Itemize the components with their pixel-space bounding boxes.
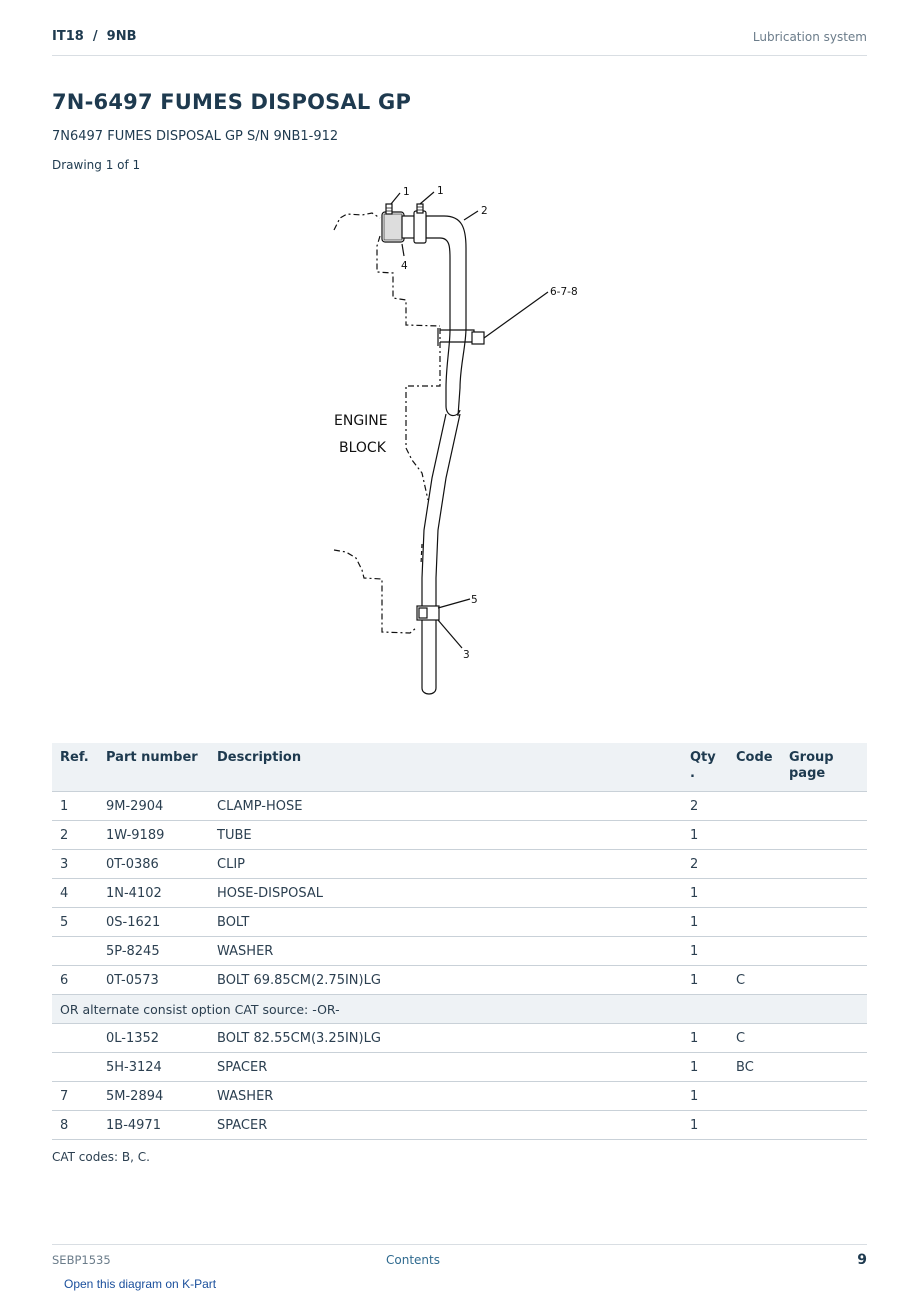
cell-qty: 1 xyxy=(682,821,728,850)
cell-description: BOLT 82.55CM(3.25IN)LG xyxy=(209,1024,682,1053)
callout-5: 5 xyxy=(471,594,478,606)
engine-outline-mid xyxy=(406,328,440,500)
contents-link[interactable]: Contents xyxy=(386,1253,440,1267)
cell-code: C xyxy=(728,1024,781,1053)
cell-ref xyxy=(52,1024,98,1053)
table-row xyxy=(52,792,867,821)
cell-description: BOLT 69.85CM(2.75IN)LG xyxy=(209,966,682,995)
cell-part-number: 0S-1621 xyxy=(98,908,209,937)
table-row xyxy=(52,1082,867,1111)
engine-outline-upper xyxy=(377,236,440,326)
cell-code xyxy=(728,821,781,850)
cell-description: BOLT xyxy=(209,908,682,937)
cell-qty: 1 xyxy=(682,1111,728,1140)
cell-description: CLIP xyxy=(209,850,682,879)
cell-ref: 3 xyxy=(52,850,98,879)
cell-group-page xyxy=(781,821,867,850)
cell-code: BC xyxy=(728,1053,781,1082)
cell-group-page xyxy=(781,937,867,966)
col-header-group-page: Group page xyxy=(781,743,867,792)
cell-group-page xyxy=(781,1053,867,1082)
callout-4: 4 xyxy=(401,260,408,272)
cell-description: TUBE xyxy=(209,821,682,850)
cell-part-number: 0T-0386 xyxy=(98,850,209,879)
table-row xyxy=(52,850,867,879)
cell-group-page xyxy=(781,966,867,995)
col-header-part-number: Part number xyxy=(98,743,209,792)
cell-ref: 7 xyxy=(52,1082,98,1111)
cell-ref xyxy=(52,1053,98,1082)
cell-part-number: 0T-0573 xyxy=(98,966,209,995)
cell-part-number: 1B-4971 xyxy=(98,1111,209,1140)
cell-part-number: 5P-8245 xyxy=(98,937,209,966)
cell-code xyxy=(728,850,781,879)
page-subtitle: 7N6497 FUMES DISPOSAL GP S/N 9NB1-912 xyxy=(52,129,339,144)
cell-group-page xyxy=(781,1082,867,1111)
clamp-hose-part xyxy=(414,211,426,243)
cell-code xyxy=(728,879,781,908)
cell-part-number: 0L-1352 xyxy=(98,1024,209,1053)
alternate-option-row xyxy=(52,995,867,1024)
open-in-kpart-link[interactable]: Open this diagram on K-Part xyxy=(64,1277,217,1291)
drawing-count: Drawing 1 of 1 xyxy=(52,158,141,172)
bolt-6-7-8-part xyxy=(472,332,484,344)
page-number: 9 xyxy=(857,1252,867,1268)
cell-qty: 1 xyxy=(682,1082,728,1111)
table-row xyxy=(52,879,867,908)
callout-6-7-8: 6-7-8 xyxy=(550,286,578,298)
table-row xyxy=(52,966,867,995)
engine-label-line2: BLOCK xyxy=(339,440,386,456)
engine-outline-bottom xyxy=(334,550,416,633)
callout-2: 2 xyxy=(481,205,488,217)
document-id: SEBP1535 xyxy=(52,1253,111,1267)
cell-qty: 1 xyxy=(682,908,728,937)
cell-description: SPACER xyxy=(209,1053,682,1082)
cell-ref: 2 xyxy=(52,821,98,850)
cell-part-number: 1W-9189 xyxy=(98,821,209,850)
cell-qty: 2 xyxy=(682,792,728,821)
table-row xyxy=(52,908,867,937)
cell-group-page xyxy=(781,908,867,937)
cell-qty: 2 xyxy=(682,850,728,879)
cell-ref: 4 xyxy=(52,879,98,908)
diagram-drawing xyxy=(300,178,620,708)
cell-group-page xyxy=(781,850,867,879)
cell-part-number: 9M-2904 xyxy=(98,792,209,821)
table-row xyxy=(52,1111,867,1140)
table-row xyxy=(52,821,867,850)
alternate-option-note: OR alternate consist option CAT source: -OR- xyxy=(52,995,867,1024)
cell-group-page xyxy=(781,879,867,908)
engine-outline-top xyxy=(334,213,380,230)
cell-description: HOSE-DISPOSAL xyxy=(209,879,682,908)
cell-ref xyxy=(52,937,98,966)
footer-divider xyxy=(52,1244,867,1245)
cell-code xyxy=(728,937,781,966)
breadcrumb: IT18 / 9NB xyxy=(52,29,137,44)
header-divider xyxy=(52,55,867,56)
col-header-code: Code xyxy=(728,743,781,792)
cell-part-number: 5M-2894 xyxy=(98,1082,209,1111)
cell-code xyxy=(728,792,781,821)
cell-ref: 1 xyxy=(52,792,98,821)
table-row xyxy=(52,937,867,966)
cell-qty: 1 xyxy=(682,937,728,966)
cell-code xyxy=(728,908,781,937)
cell-qty: 1 xyxy=(682,1053,728,1082)
cell-qty: 1 xyxy=(682,1024,728,1053)
cell-description: CLAMP-HOSE xyxy=(209,792,682,821)
section-title: Lubrication system xyxy=(752,30,867,44)
callout-1b: 1 xyxy=(437,185,444,197)
cell-code xyxy=(728,1111,781,1140)
cell-group-page xyxy=(781,792,867,821)
cat-codes-note: CAT codes: B, C. xyxy=(52,1150,150,1164)
table-row xyxy=(52,1024,867,1053)
cell-group-page xyxy=(781,1111,867,1140)
table-row xyxy=(52,1053,867,1082)
engine-label-line1: ENGINE xyxy=(334,413,388,429)
page-title: 7N-6497 FUMES DISPOSAL GP xyxy=(52,90,412,114)
callout-1a: 1 xyxy=(403,186,410,198)
cell-description: WASHER xyxy=(209,937,682,966)
cell-code: C xyxy=(728,966,781,995)
cell-qty: 1 xyxy=(682,966,728,995)
cell-group-page xyxy=(781,1024,867,1053)
cell-description: WASHER xyxy=(209,1082,682,1111)
table-header-row xyxy=(52,743,867,792)
parts-diagram xyxy=(300,178,620,708)
col-header-qty: Qty . xyxy=(682,743,728,792)
parts-table xyxy=(52,743,867,1140)
cell-part-number: 5H-3124 xyxy=(98,1053,209,1082)
cell-ref: 5 xyxy=(52,908,98,937)
cell-qty: 1 xyxy=(682,879,728,908)
cell-ref: 6 xyxy=(52,966,98,995)
cell-code xyxy=(728,1082,781,1111)
cell-ref: 8 xyxy=(52,1111,98,1140)
col-header-ref: Ref. xyxy=(52,743,98,792)
col-header-description: Description xyxy=(209,743,682,792)
cell-description: SPACER xyxy=(209,1111,682,1140)
cell-part-number: 1N-4102 xyxy=(98,879,209,908)
callout-3: 3 xyxy=(463,649,470,661)
